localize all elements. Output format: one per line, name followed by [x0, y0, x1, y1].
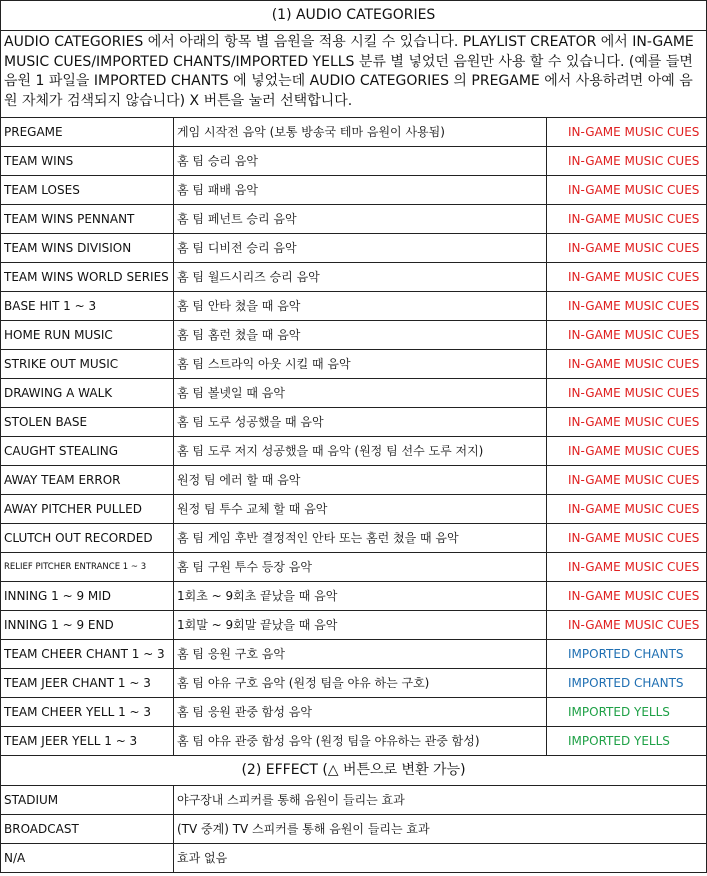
category-description: 홈 팀 패배 음악	[174, 176, 547, 205]
category-row	[1, 321, 707, 350]
effect-row	[1, 844, 707, 873]
category-type: IN-GAME MUSIC CUES	[547, 611, 707, 640]
category-description: 1회말 ~ 9회말 끝났을 때 음악	[174, 611, 547, 640]
category-name: AWAY TEAM ERROR	[1, 466, 174, 495]
category-type: IN-GAME MUSIC CUES	[547, 263, 707, 292]
category-row	[1, 669, 707, 698]
category-description: 홈 팀 페넌트 승리 음악	[174, 205, 547, 234]
category-description: 게임 시작전 음악 (보통 방송국 테마 음원이 사용됨)	[174, 118, 547, 147]
category-name: TEAM JEER CHANT 1 ~ 3	[1, 669, 174, 698]
category-type: IN-GAME MUSIC CUES	[547, 234, 707, 263]
category-name: STRIKE OUT MUSIC	[1, 350, 174, 379]
category-description: 원정 팀 투수 교체 할 때 음악	[174, 495, 547, 524]
category-description: 홈 팀 홈런 쳤을 때 음악	[174, 321, 547, 350]
category-description: 홈 팀 승리 음악	[174, 147, 547, 176]
category-type: IN-GAME MUSIC CUES	[547, 553, 707, 582]
category-type: IN-GAME MUSIC CUES	[547, 205, 707, 234]
category-row	[1, 379, 707, 408]
category-row	[1, 524, 707, 553]
category-description: 홈 팀 안타 쳤을 때 음악	[174, 292, 547, 321]
category-name: TEAM WINS	[1, 147, 174, 176]
effect-name: BROADCAST	[1, 815, 174, 844]
category-row	[1, 698, 707, 727]
category-name: DRAWING A WALK	[1, 379, 174, 408]
effect-description: (TV 중계) TV 스피커를 통해 음원이 들리는 효과	[174, 815, 707, 844]
category-type: IN-GAME MUSIC CUES	[547, 466, 707, 495]
section2-title: (2) EFFECT (△ 버튼으로 변환 가능)	[1, 756, 707, 786]
category-name: TEAM WINS WORLD SERIES	[1, 263, 174, 292]
category-row	[1, 176, 707, 205]
category-name: TEAM LOSES	[1, 176, 174, 205]
category-row	[1, 727, 707, 756]
effect-description: 효과 없음	[174, 844, 707, 873]
category-name: BASE HIT 1 ~ 3	[1, 292, 174, 321]
category-type: IMPORTED CHANTS	[547, 669, 707, 698]
category-name: TEAM WINS PENNANT	[1, 205, 174, 234]
category-name: HOME RUN MUSIC	[1, 321, 174, 350]
section1-description-row	[1, 31, 707, 118]
category-description: 홈 팀 스트라익 아웃 시킬 때 음악	[174, 350, 547, 379]
section1-title: (1) AUDIO CATEGORIES	[1, 1, 707, 31]
category-row	[1, 408, 707, 437]
category-type: IN-GAME MUSIC CUES	[547, 582, 707, 611]
category-type: IN-GAME MUSIC CUES	[547, 524, 707, 553]
category-description: 원정 팀 에러 할 때 음악	[174, 466, 547, 495]
category-row	[1, 640, 707, 669]
category-name: TEAM WINS DIVISION	[1, 234, 174, 263]
category-name: INNING 1 ~ 9 MID	[1, 582, 174, 611]
category-type: IN-GAME MUSIC CUES	[547, 118, 707, 147]
category-name: INNING 1 ~ 9 END	[1, 611, 174, 640]
category-row	[1, 611, 707, 640]
category-row	[1, 118, 707, 147]
section2-title-row	[1, 756, 707, 786]
category-row	[1, 350, 707, 379]
category-type: IMPORTED CHANTS	[547, 640, 707, 669]
category-name: TEAM JEER YELL 1 ~ 3	[1, 727, 174, 756]
category-name: CLUTCH OUT RECORDED	[1, 524, 174, 553]
category-type: IN-GAME MUSIC CUES	[547, 321, 707, 350]
category-description: 홈 팀 볼넷일 때 음악	[174, 379, 547, 408]
category-description: 홈 팀 응원 관중 함성 음악	[174, 698, 547, 727]
category-row	[1, 582, 707, 611]
category-description: 홈 팀 도루 저지 성공했을 때 음악 (원정 팀 선수 도루 저지)	[174, 437, 547, 466]
category-name: AWAY PITCHER PULLED	[1, 495, 174, 524]
category-row	[1, 263, 707, 292]
category-row	[1, 147, 707, 176]
category-name: STOLEN BASE	[1, 408, 174, 437]
category-row	[1, 466, 707, 495]
category-description: 홈 팀 디비전 승리 음악	[174, 234, 547, 263]
effect-description: 야구장내 스피커를 통해 음원이 들리는 효과	[174, 786, 707, 815]
category-type: IN-GAME MUSIC CUES	[547, 176, 707, 205]
section1-description: AUDIO CATEGORIES 에서 아래의 항목 별 음원을 적용 시킬 수 있습니다. PLAYLIST CREATOR 에서 IN-GAME MUSIC CUES/IMPORTED CHANTS/IMPORTED YELLS 분류 별 넣었던 음원만 사용 할 수 있습니다. (예를 들면 음원 1 파일을 IMPORTED CHANTS 에 넣었는데 AUDIO CATEGORIES 의 PREGAME 에서 사용하려면 아예 음원 자체가 검색되지 않습니다) X 버튼을 눌러 선택합니다.	[1, 31, 707, 118]
category-description: 홈 팀 월드시리즈 승리 음악	[174, 263, 547, 292]
category-description: 홈 팀 응원 구호 음악	[174, 640, 547, 669]
category-description: 홈 팀 구원 투수 등장 음악	[174, 553, 547, 582]
category-name: PREGAME	[1, 118, 174, 147]
category-name: CAUGHT STEALING	[1, 437, 174, 466]
category-row	[1, 234, 707, 263]
category-type: IMPORTED YELLS	[547, 727, 707, 756]
category-description: 홈 팀 게임 후반 결정적인 안타 또는 홈런 쳤을 때 음악	[174, 524, 547, 553]
category-description: 홈 팀 야유 관중 함성 음악 (원정 팀을 야유하는 관중 함성)	[174, 727, 547, 756]
category-type: IN-GAME MUSIC CUES	[547, 379, 707, 408]
category-type: IN-GAME MUSIC CUES	[547, 350, 707, 379]
effect-row	[1, 815, 707, 844]
effect-name: STADIUM	[1, 786, 174, 815]
category-type: IMPORTED YELLS	[547, 698, 707, 727]
category-type: IN-GAME MUSIC CUES	[547, 292, 707, 321]
category-description: 1회초 ~ 9회초 끝났을 때 음악	[174, 582, 547, 611]
category-name: TEAM CHEER YELL 1 ~ 3	[1, 698, 174, 727]
section1-title-row	[1, 1, 707, 31]
category-name: TEAM CHEER CHANT 1 ~ 3	[1, 640, 174, 669]
category-row	[1, 437, 707, 466]
category-row	[1, 292, 707, 321]
category-row	[1, 495, 707, 524]
effect-row	[1, 786, 707, 815]
category-description: 홈 팀 야유 구호 음악 (원정 팀을 야유 하는 구호)	[174, 669, 547, 698]
category-type: IN-GAME MUSIC CUES	[547, 408, 707, 437]
category-description: 홈 팀 도루 성공했을 때 음악	[174, 408, 547, 437]
category-row	[1, 553, 707, 582]
category-type: IN-GAME MUSIC CUES	[547, 495, 707, 524]
category-row	[1, 205, 707, 234]
category-type: IN-GAME MUSIC CUES	[547, 437, 707, 466]
category-type: IN-GAME MUSIC CUES	[547, 147, 707, 176]
category-name: RELIEF PITCHER ENTRANCE 1 ~ 3	[1, 553, 174, 582]
effect-name: N/A	[1, 844, 174, 873]
